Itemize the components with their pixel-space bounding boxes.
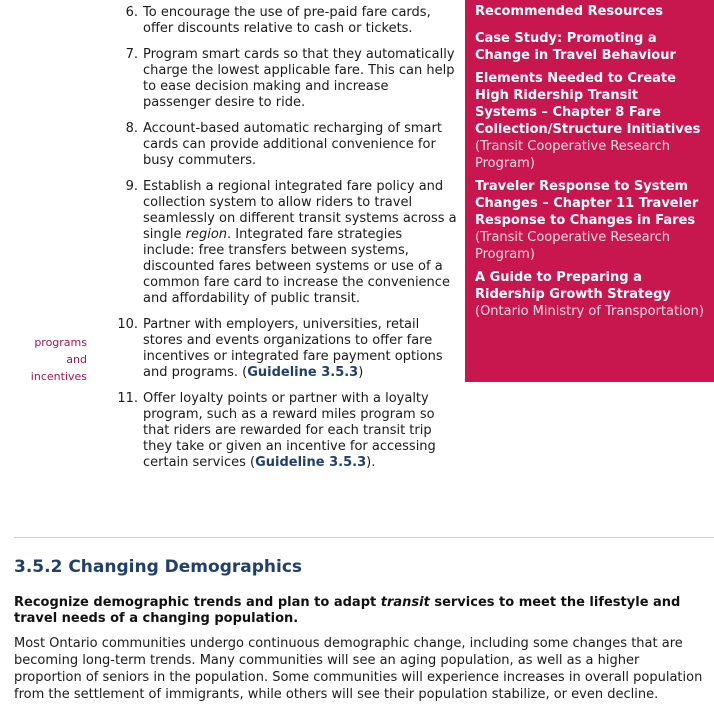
list-item (112, 179, 457, 307)
fare-strategy-list (112, 5, 457, 481)
section-heading: 3.5.2 Changing Demographics (14, 557, 303, 577)
resource-item[interactable]: Traveler Response to System Changes – Chapter 11 Traveler Response to Changes in Fares (Transit Cooperative Research Program) (475, 179, 699, 262)
recommended-resources-sidebar (465, 0, 714, 382)
guideline-link[interactable]: Guideline 3.5.3 (255, 455, 367, 470)
section-lead: Recognize demographic trends and plan to adapt transit services to meet the lifestyle and travel needs of a changing population. (14, 595, 681, 626)
list-text: Offer loyalty points or partner with a loyalty program, such as a reward miles program so that riders are rewarded for each transit trip they take or given an incentive for accessing certain services (Guideline 3.5.3). (143, 391, 436, 470)
guideline-link[interactable]: Guideline 3.5.3 (247, 365, 359, 380)
list-item (112, 121, 457, 169)
list-number: 11. (117, 391, 138, 406)
list-number: 10. (117, 317, 138, 332)
resource-item[interactable]: Elements Needed to Create High Ridership Transit Systems – Chapter 8 Fare Collection/Structure Initiatives (Transit Cooperative Research Program) (475, 71, 701, 171)
resource-item[interactable]: Case Study: Promoting a Change in Travel Behaviour (475, 31, 676, 63)
list-text: To encourage the use of pre-paid fare cards, offer discounts relative to cash or tickets. (143, 5, 431, 36)
list-item (112, 317, 457, 381)
section-body: Most Ontario communities undergo continuous demographic change, including some changes that are becoming long-term trends. Many communities will see an aging population, as well as a higher proportion of seniors in the population. Some communities will experience increases in overall population from the settlement of immigrants, while others will see their population stabilize, or even decline. (14, 636, 703, 702)
list-number: 8. (125, 121, 138, 136)
list-text: Establish a regional integrated fare policy and collection system to allow riders to travel seamlessly on different transit systems across a single region. Integrated fare strategies include: free transfers between systems, discounted fares between systems or use of a common fare card to increase the convenience and affordability of public transit. (143, 179, 457, 306)
resource-item[interactable]: A Guide to Preparing a Ridership Growth Strategy (Ontario Ministry of Transportation) (475, 270, 704, 319)
list-number: 7. (125, 47, 138, 62)
list-item (112, 391, 457, 471)
list-text: Program smart cards so that they automatically charge the lowest applicable fare. This can help to ease decision making and increase passenger desire to ride. (143, 47, 455, 110)
list-number: 9. (125, 179, 138, 194)
margin-note: programs and incentives (30, 336, 87, 383)
list-item (112, 47, 457, 111)
list-item (112, 5, 457, 37)
sidebar-title: Recommended Resources (475, 4, 664, 19)
list-text: Account-based automatic recharging of smart cards can provide additional convenience for busy commuters. (143, 121, 442, 168)
section-divider (14, 537, 714, 538)
list-number: 6. (125, 5, 138, 20)
list-text: Partner with employers, universities, retail stores and events organizations to offer fare incentives or integrated fare payment options and programs. (Guideline 3.5.3) (143, 317, 443, 380)
